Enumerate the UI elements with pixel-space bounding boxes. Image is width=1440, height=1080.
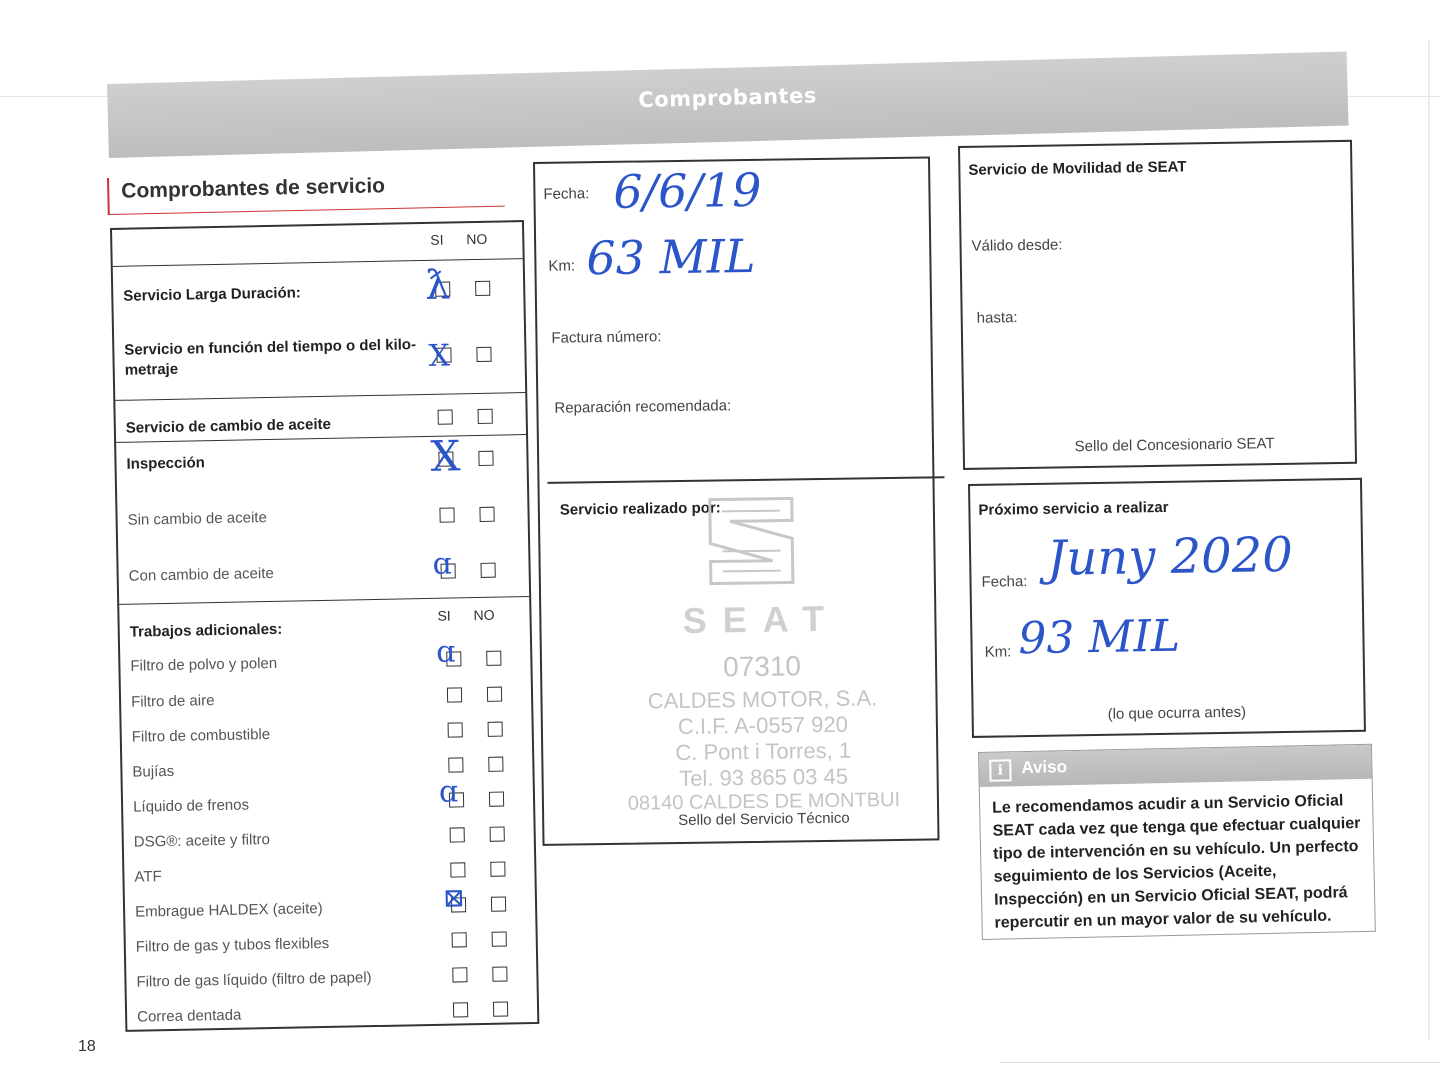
movilidad-title: Servicio de Movilidad de SEAT [968,158,1187,179]
header-title: Comprobantes [638,83,818,113]
checkbox-no[interactable] [487,687,502,702]
aviso-text: Le recomendamos acudir a un Servicio Oficial SEAT cada vez que tenga que efectuar cualquier tipo de intervención en su vehículo. Un perfecto seguimiento de los Servicios (Aceite, Inspección) en un Servicio Oficial SEAT, podrá repercutir en un mayor valor de su vehículo. [992,792,1361,932]
column-header-si: SI [430,231,444,248]
trabajo-label: Líquido de frenos [132,796,250,816]
trabajo-label: Bujías [132,762,175,781]
checkbox-si[interactable] [448,757,463,772]
info-icon: i [989,759,1011,781]
column-header-si: SI [437,607,451,624]
column-header-no: NO [466,230,488,248]
checkbox-no[interactable] [490,827,505,842]
service-record-box [533,156,940,845]
stamp-line: C. Pont i Torres, 1 [675,737,852,766]
proximo-servicio-box [968,478,1366,738]
page-edge [1428,40,1430,1040]
aviso-header [979,745,1372,787]
reparacion-label: Reparación recomendada: [554,397,732,417]
km-handwritten-value[interactable]: 63 MIL [585,228,756,286]
divider [119,596,529,605]
checkbox-no[interactable] [478,451,493,466]
stamp-line: Tel. 93 865 03 45 [679,763,849,792]
handwritten-check-mark: X [429,431,461,481]
page-edge [1000,1062,1440,1063]
trabajo-label: Filtro de gas y tubos flexibles [135,934,330,956]
row-label-sin-cambio-aceite: Sin cambio de aceite [127,509,268,529]
seat-logo-icon [700,490,801,591]
handwritten-check-mark: X [428,338,451,374]
trabajo-label: Correa dentada [136,1006,242,1026]
trabajo-label: ATF [134,868,162,886]
handwritten-check-mark: ⊠ [442,883,466,914]
section-title [107,170,505,215]
trabajo-label: Embrague HALDEX (aceite) [134,900,323,921]
checkbox-no[interactable] [488,722,503,737]
checkbox-no[interactable] [490,862,505,877]
divider [113,258,523,267]
trabajos-adicionales-title: Trabajos adicionales: [129,620,283,641]
checkbox-no[interactable] [492,932,507,947]
stamp-brand: SEAT [682,597,841,641]
checkbox-no[interactable] [493,1002,508,1017]
sello-servicio-tecnico-label: Sello del Servicio Técnico [678,809,850,830]
aviso-box [978,744,1376,940]
realizado-por-label: Servicio realizado por: [559,499,721,519]
checkbox-si[interactable] [448,722,463,737]
handwritten-check-mark: ɑ [435,634,456,670]
handwritten-check-mark: ɑ [438,774,459,810]
divider [115,392,525,401]
hasta-label: hasta: [976,309,1018,327]
checkbox-no[interactable] [488,757,503,772]
checkbox-no[interactable] [479,507,494,522]
row-label-con-cambio-aceite: Con cambio de aceite [128,564,274,585]
proximo-fecha-label: Fecha: [981,573,1028,591]
proximo-km-handwritten-value[interactable]: 93 MIL [1018,610,1181,665]
row-label-cambio-aceite: Servicio de cambio de aceite [125,415,332,437]
fecha-handwritten-value[interactable]: 6/6/19 [613,162,762,219]
stamp-line: C.I.F. A-0557 920 [677,711,849,740]
row-label-tiempo-kilometraje: Servicio en función del tiempo o del kilo- [124,336,417,359]
trabajo-label: Filtro de combustible [131,726,271,746]
row-label-inspeccion: Inspección [126,454,206,473]
checkbox-no[interactable] [476,347,491,362]
handwritten-check-mark: ɑ [432,546,453,582]
trabajo-label: Filtro de polvo y polen [130,654,278,675]
stamp-line: 08140 CALDES DE MONTBUI [627,788,901,815]
trabajo-label: DSG®: aceite y filtro [133,831,271,851]
checkbox-no[interactable] [475,281,490,296]
proximo-fecha-handwritten-value[interactable]: Juny 2020 [1046,526,1294,587]
page-number: 18 [78,1038,96,1055]
checkbox-si[interactable] [452,967,467,982]
service-checklist [110,220,539,1032]
checkbox-si[interactable] [438,409,453,424]
trabajo-label: Filtro de aire [130,692,215,711]
checkbox-no[interactable] [480,563,495,578]
stamp-code: 07310 [722,650,802,683]
section-title-text: Comprobantes de servicio [121,174,386,203]
checkbox-no[interactable] [486,651,501,666]
handwritten-check-mark: ƛ [424,262,451,309]
checkbox-no[interactable] [492,967,507,982]
km-label: Km: [548,257,576,275]
checkbox-no[interactable] [489,792,504,807]
movilidad-box [958,140,1357,470]
checkbox-si[interactable] [447,687,462,702]
lo-que-ocurra-antes-note: (lo que ocurra antes) [1107,703,1247,723]
aviso-title: Aviso [1021,757,1068,778]
checkbox-si[interactable] [450,862,465,877]
sello-concesionario-label: Sello del Concesionario SEAT [1074,435,1275,456]
column-header-no: NO [473,606,495,624]
checkbox-si[interactable] [453,1002,468,1017]
checkbox-si[interactable] [452,932,467,947]
factura-label: Factura número: [551,328,662,347]
valido-desde-label: Válido desde: [971,236,1063,255]
checkbox-no[interactable] [478,409,493,424]
fecha-label: Fecha: [543,185,590,203]
stamp-line: CALDES MOTOR, S.A. [647,685,878,714]
checkbox-si[interactable] [439,507,454,522]
checkbox-no[interactable] [491,897,506,912]
proximo-servicio-title: Próximo servicio a realizar [978,498,1169,519]
row-label-tiempo-kilometraje-cont: metraje [124,360,179,379]
trabajo-label: Filtro de gas líquido (filtro de papel) [136,969,372,991]
checkbox-si[interactable] [450,827,465,842]
divider [547,476,944,484]
proximo-km-label: Km: [984,643,1012,661]
row-label-larga-duracion: Servicio Larga Duración: [123,284,302,305]
